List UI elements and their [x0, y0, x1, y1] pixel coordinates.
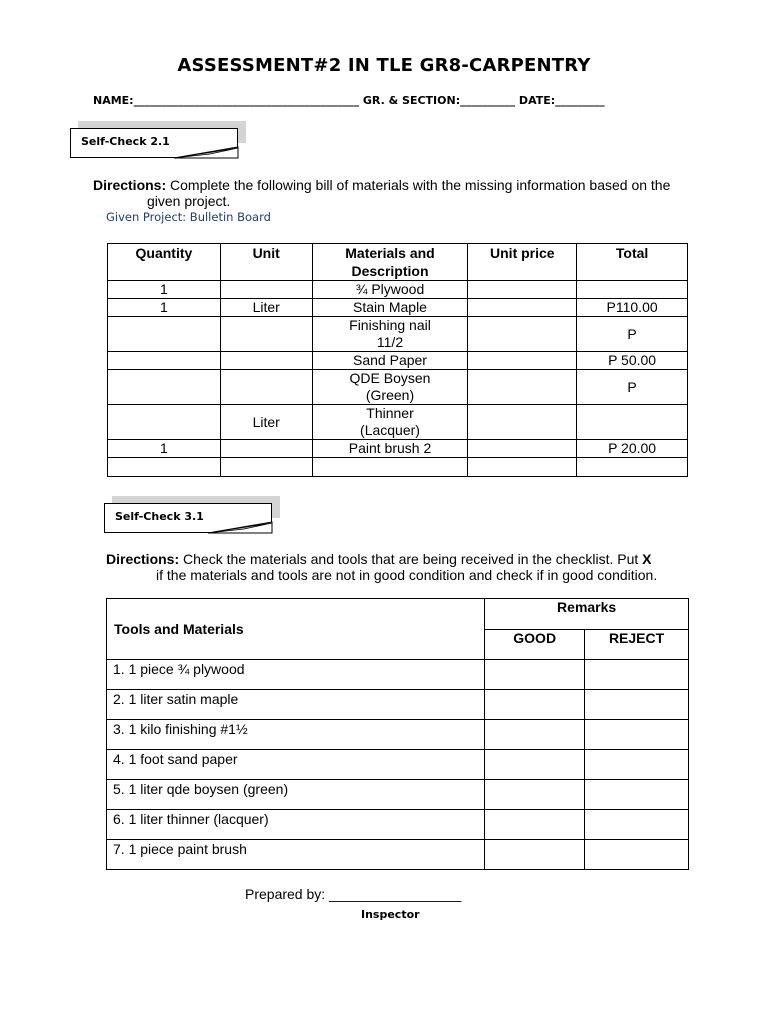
list-item [107, 660, 689, 690]
col-reject: REJECT [585, 630, 689, 660]
cell-material: QDE Boysen (Green) [312, 370, 468, 405]
cell-price [468, 352, 577, 370]
good-check-cell[interactable] [485, 810, 585, 840]
cell-material [312, 458, 468, 477]
cell-unit: Liter [220, 299, 312, 317]
table-row [108, 370, 688, 405]
checklist-item-label: 7. 1 piece paint brush [107, 840, 485, 870]
good-check-cell[interactable] [485, 720, 585, 750]
col-good: GOOD [485, 630, 585, 660]
checklist-item-label: 2. 1 liter satin maple [107, 690, 485, 720]
good-check-cell[interactable] [485, 780, 585, 810]
col-quantity: Quantity [108, 244, 221, 281]
cell-total: P 20.00 [577, 440, 688, 458]
checklist-item-label: 1. 1 piece ¾ plywood [107, 660, 485, 690]
cell-unit [220, 352, 312, 370]
cell-price [468, 299, 577, 317]
table-row [108, 299, 688, 317]
reject-check-cell[interactable] [585, 810, 689, 840]
good-check-cell[interactable] [485, 690, 585, 720]
cell-material: Paint brush 2 [312, 440, 468, 458]
cell-unit [220, 440, 312, 458]
self-check-3-1-label: Self-Check 3.1 [104, 503, 272, 533]
cell-qty [108, 317, 221, 352]
good-check-cell[interactable] [485, 840, 585, 870]
cell-unit [220, 281, 312, 299]
cell-unit [220, 458, 312, 477]
reject-check-cell[interactable] [585, 780, 689, 810]
page-title: ASSESSMENT#2 IN TLE GR8-CARPENTRY [177, 55, 591, 76]
page-curl-icon [104, 496, 284, 540]
good-check-cell[interactable] [485, 750, 585, 780]
table-row [108, 458, 688, 477]
bill-of-materials-table [107, 243, 688, 477]
inspector-label: Inspector [361, 908, 420, 921]
list-item [107, 810, 689, 840]
cell-price [468, 405, 577, 440]
cell-total: P [577, 370, 688, 405]
cell-total: P [577, 317, 688, 352]
list-item [107, 780, 689, 810]
cell-unit [220, 370, 312, 405]
reject-check-cell[interactable] [585, 690, 689, 720]
cell-qty [108, 370, 221, 405]
directions-2: Directions: Check the materials and tools that are being received in the checklist. Put X [106, 551, 652, 567]
checklist-item-label: 5. 1 liter qde boysen (green) [107, 780, 485, 810]
self-check-2-1-tab [70, 121, 250, 165]
cell-price [468, 317, 577, 352]
cell-qty: 1 [108, 281, 221, 299]
table-row [108, 440, 688, 458]
cell-total: P 50.00 [577, 352, 688, 370]
reject-check-cell[interactable] [585, 750, 689, 780]
cell-price [468, 440, 577, 458]
prepared-by: Prepared by: _________________ [245, 886, 462, 902]
col-tools-materials: Tools and Materials [107, 599, 485, 660]
cell-price [468, 458, 577, 477]
list-item [107, 690, 689, 720]
cell-total: P110.00 [577, 299, 688, 317]
good-check-cell[interactable] [485, 660, 585, 690]
self-check-2-1-label: Self-Check 2.1 [70, 128, 238, 158]
cell-price [468, 370, 577, 405]
cell-qty [108, 405, 221, 440]
list-item [107, 750, 689, 780]
table-row [108, 405, 688, 440]
col-remarks: Remarks [485, 599, 689, 630]
cell-material: Thinner (Lacquer) [312, 405, 468, 440]
list-item [107, 840, 689, 870]
cell-qty [108, 352, 221, 370]
reject-check-cell[interactable] [585, 720, 689, 750]
given-project: Given Project: Bulletin Board [106, 210, 271, 224]
checklist-item-label: 3. 1 kilo finishing #1½ [107, 720, 485, 750]
col-materials: Materials and Description [312, 244, 468, 281]
cell-material: Sand Paper [312, 352, 468, 370]
col-unit: Unit [220, 244, 312, 281]
self-check-3-1-tab [104, 496, 284, 540]
table-row [108, 281, 688, 299]
col-total: Total [577, 244, 688, 281]
cell-qty: 1 [108, 299, 221, 317]
cell-unit: Liter [220, 405, 312, 440]
reject-check-cell[interactable] [585, 840, 689, 870]
table-row [108, 352, 688, 370]
cell-total [577, 281, 688, 299]
cell-total [577, 458, 688, 477]
cell-qty [108, 458, 221, 477]
cell-price [468, 281, 577, 299]
cell-total [577, 405, 688, 440]
directions-1-cont: given project. [147, 193, 231, 209]
checklist-item-label: 4. 1 foot sand paper [107, 750, 485, 780]
table-row [108, 317, 688, 352]
cell-unit [220, 317, 312, 352]
name-section-date-line: NAME:_________________________________________ GR. & SECTION:__________ DATE:_________ [93, 94, 605, 107]
directions-2-cont: if the materials and tools are not in good condition and check if in good condition. [156, 567, 658, 583]
cell-material: ¾ Plywood [312, 281, 468, 299]
cell-qty: 1 [108, 440, 221, 458]
directions-1: Directions: Complete the following bill of materials with the missing information based on the [93, 177, 671, 193]
reject-check-cell[interactable] [585, 660, 689, 690]
checklist-item-label: 6. 1 liter thinner (lacquer) [107, 810, 485, 840]
cell-material: Stain Maple [312, 299, 468, 317]
page-curl-icon [70, 121, 250, 165]
cell-material: Finishing nail 11/2 [312, 317, 468, 352]
col-unit-price: Unit price [468, 244, 577, 281]
checklist-table [106, 598, 689, 870]
list-item [107, 720, 689, 750]
